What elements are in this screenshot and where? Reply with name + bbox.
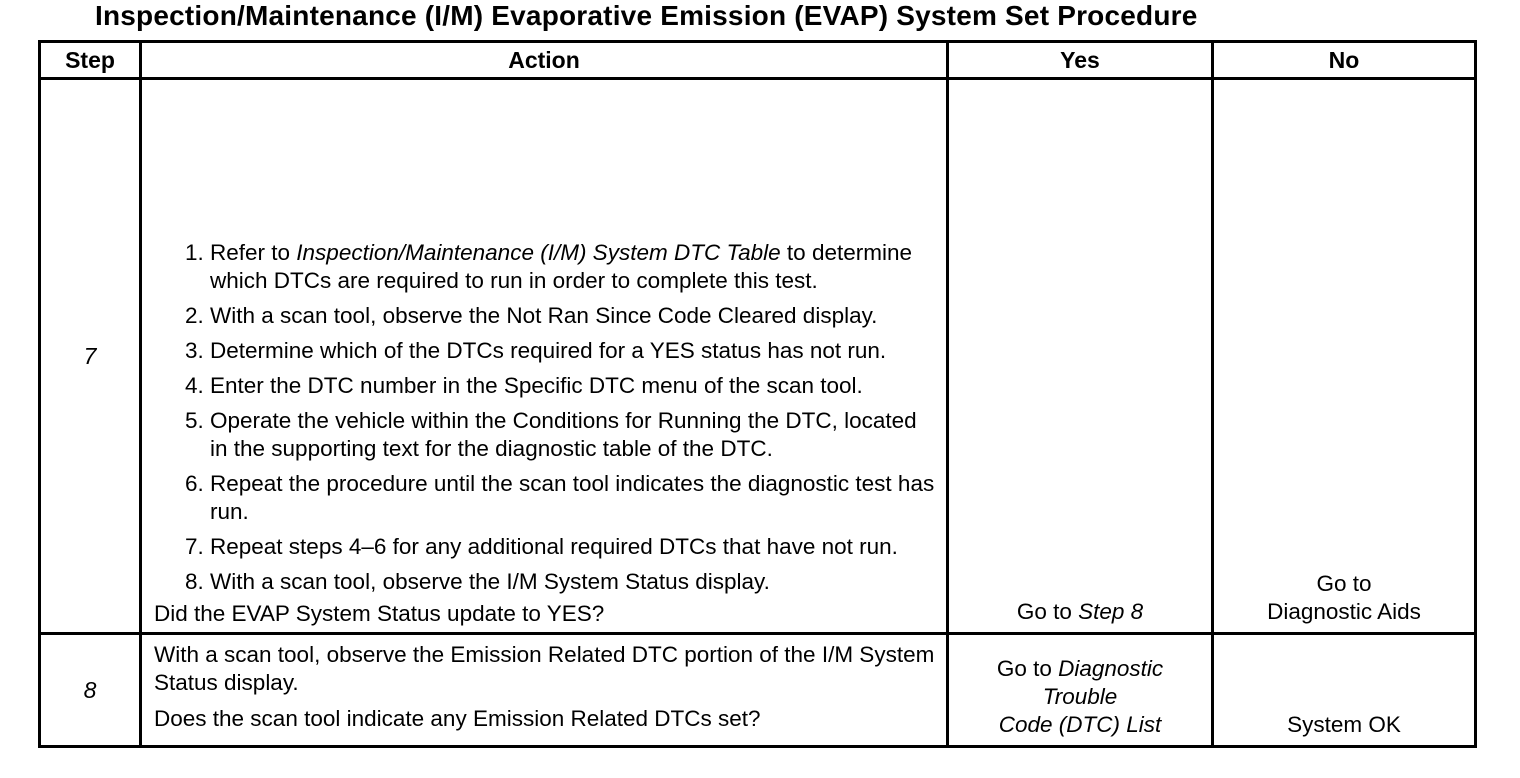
link-dtc-list-line2[interactable]: Trouble	[1042, 684, 1118, 709]
action-item: 8. With a scan tool, observe the I/M System Status display.	[210, 568, 936, 596]
question-text: Did the EVAP System Status update to YES?	[154, 601, 605, 626]
question-text: Does the scan tool indicate any Emission Related DTCs set?	[154, 706, 761, 731]
action-cell	[141, 634, 948, 747]
header-yes: Yes	[948, 42, 1213, 79]
action-item: 1. Refer to Inspection/Maintenance (I/M) System DTC Table to determine which DTCs are required to run in order to complete this test.	[210, 239, 936, 295]
action-item: 5. Operate the vehicle within the Conditions for Running the DTC, located in the supporting text for the diagnostic table of the DTC.	[210, 407, 936, 463]
no-cell	[1213, 634, 1476, 747]
step-number: 8	[40, 634, 141, 747]
link-step-8[interactable]: Step 8	[1078, 599, 1144, 624]
header-action: Action	[141, 42, 948, 79]
page-title: Inspection/Maintenance (I/M) Evaporative Emission (EVAP) System Set Procedure	[95, 0, 1198, 31]
header-no: No	[1213, 42, 1476, 79]
link-dtc-list-line3[interactable]: Code (DTC) List	[998, 712, 1162, 737]
header-step: Step	[40, 42, 141, 79]
no-cell: Go to Diagnostic Aids	[1213, 79, 1476, 634]
system-ok-text: System OK	[1287, 712, 1401, 737]
link-im-dtc-table[interactable]: Inspection/Maintenance (I/M) System DTC Table	[296, 240, 781, 265]
yes-cell: Go to Step 8	[948, 79, 1213, 634]
action-item: 6. Repeat the procedure until the scan tool indicates the diagnostic test has run.	[210, 470, 936, 526]
procedure-table	[38, 40, 1477, 748]
table-row-step-7	[40, 79, 1476, 634]
action-text: With a scan tool, observe the Emission Related DTC portion of the I/M System Status display.	[154, 642, 935, 695]
yes-cell: Go to Diagnostic Trouble Code (DTC) List	[948, 634, 1213, 747]
action-list	[154, 239, 936, 596]
action-item: 3. Determine which of the DTCs required for a YES status has not run.	[210, 337, 936, 365]
action-item: 7. Repeat steps 4–6 for any additional required DTCs that have not run.	[210, 533, 936, 561]
action-item: 4. Enter the DTC number in the Specific DTC menu of the scan tool.	[210, 372, 936, 400]
table-header-row	[40, 42, 1476, 79]
link-diagnostic-aids[interactable]: Diagnostic Aids	[1267, 599, 1421, 624]
action-cell	[141, 79, 948, 634]
link-dtc-list[interactable]: Diagnostic	[1058, 656, 1164, 681]
step-number: 7	[40, 79, 141, 634]
table-row-step-8	[40, 634, 1476, 747]
action-item: 2. With a scan tool, observe the Not Ran Since Code Cleared display.	[210, 302, 936, 330]
